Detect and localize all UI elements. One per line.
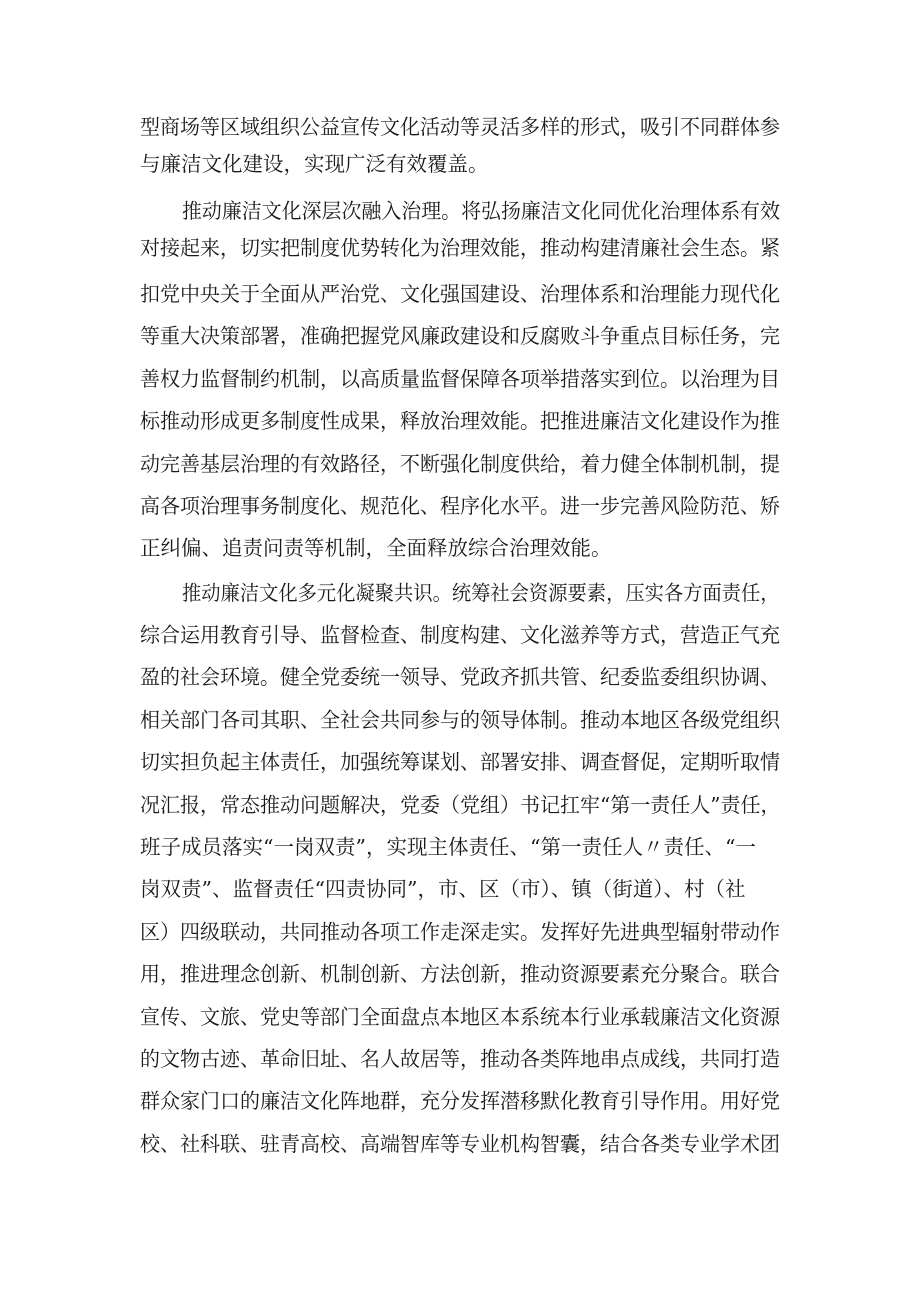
text-line: 与廉洁文化建设，实现广泛有效覆盖。 <box>140 152 489 176</box>
text-line: 区）四级联动，共同推动各项工作走深走实。发挥好先进典型辐射带动作 <box>140 920 780 944</box>
text-line: 正纠偏、追责问责等机制，全面释放综合治理效能。 <box>140 536 612 560</box>
text-line: 岗双责”、监督责任“四责协同”，市、区（市）、镇（街道）、村（社 <box>140 877 746 901</box>
text-line: 综合运用教育引导、监督检查、制度构建、文化滋养等方式，营造正气充 <box>140 623 780 647</box>
text-line: 标推动形成更多制度性成果，释放治理效能。把推进廉洁文化建设作为推 <box>140 409 780 433</box>
text-line: 动完善基层治理的有效路径，不断强化制度供给，着力健全体制机制，提 <box>140 452 780 476</box>
text-line: 宣传、文旅、党史等部门全面盘点本地区本系统本行业承载廉洁文化资源 <box>140 1005 780 1029</box>
text-line: 切实担负起主体责任，加强统筹谋划、部署安排、调查督促，定期听取情 <box>140 750 780 774</box>
text-line: 相关部门各司其职、全社会共同参与的领导体制。推动本地区各级党组织 <box>140 708 780 732</box>
text-line: 班子成员落实“一岗双责”，实现主体责任、“第一责任人〃责任、“一 <box>140 835 756 859</box>
text-line: 型商场等区域组织公益宣传文化活动等灵活多样的形式，吸引不同群体参 <box>140 115 780 139</box>
text-line: 盈的社会环境。健全党委统一领导、党政齐抓共管、纪委监委组织协调、 <box>140 665 780 689</box>
text-line: 扣党中央关于全面从严治党、文化强国建设、治理体系和治理能力现代化 <box>140 282 780 306</box>
text-line: 况汇报，常态推动问题解决，党委（党组）书记扛牢“第一责任人”责任， <box>140 793 781 817</box>
text-line: 用，推进理念创新、机制创新、方法创新，推动资源要素充分聚合。联合 <box>140 962 780 986</box>
text-line: 的文物古迹、革命旧址、名人故居等，推动各类阵地串点成线，共同打造 <box>140 1047 780 1071</box>
text-line: 善权力监督制约机制，以高质量监督保障各项举措落实到位。以治理为目 <box>140 367 780 391</box>
text-line: 等重大决策部署，准确把握党风廉政建设和反腐败斗争重点目标任务，完 <box>140 324 780 348</box>
text-line: 群众家门口的廉洁文化阵地群，充分发挥潜移默化教育引导作用。用好党 <box>140 1089 780 1113</box>
paragraph-first-line: 推动廉洁文化多元化凝聚共识。统筹社会资源要素，压实各方面责任， <box>182 581 780 605</box>
paragraph-first-line: 推动廉洁文化深层次融入治理。将弘扬廉洁文化同优化治理体系有效 <box>182 199 781 223</box>
text-line: 高各项治理事务制度化、规范化、程序化水平。进一步完善风险防范、矫 <box>140 494 780 518</box>
text-line: 对接起来，切实把制度优势转化为治理效能，推动构建清廉社会生态。紧 <box>140 236 780 260</box>
text-line: 校、社科联、驻青高校、高端智库等专业机构智囊，结合各类专业学术团 <box>140 1132 780 1156</box>
